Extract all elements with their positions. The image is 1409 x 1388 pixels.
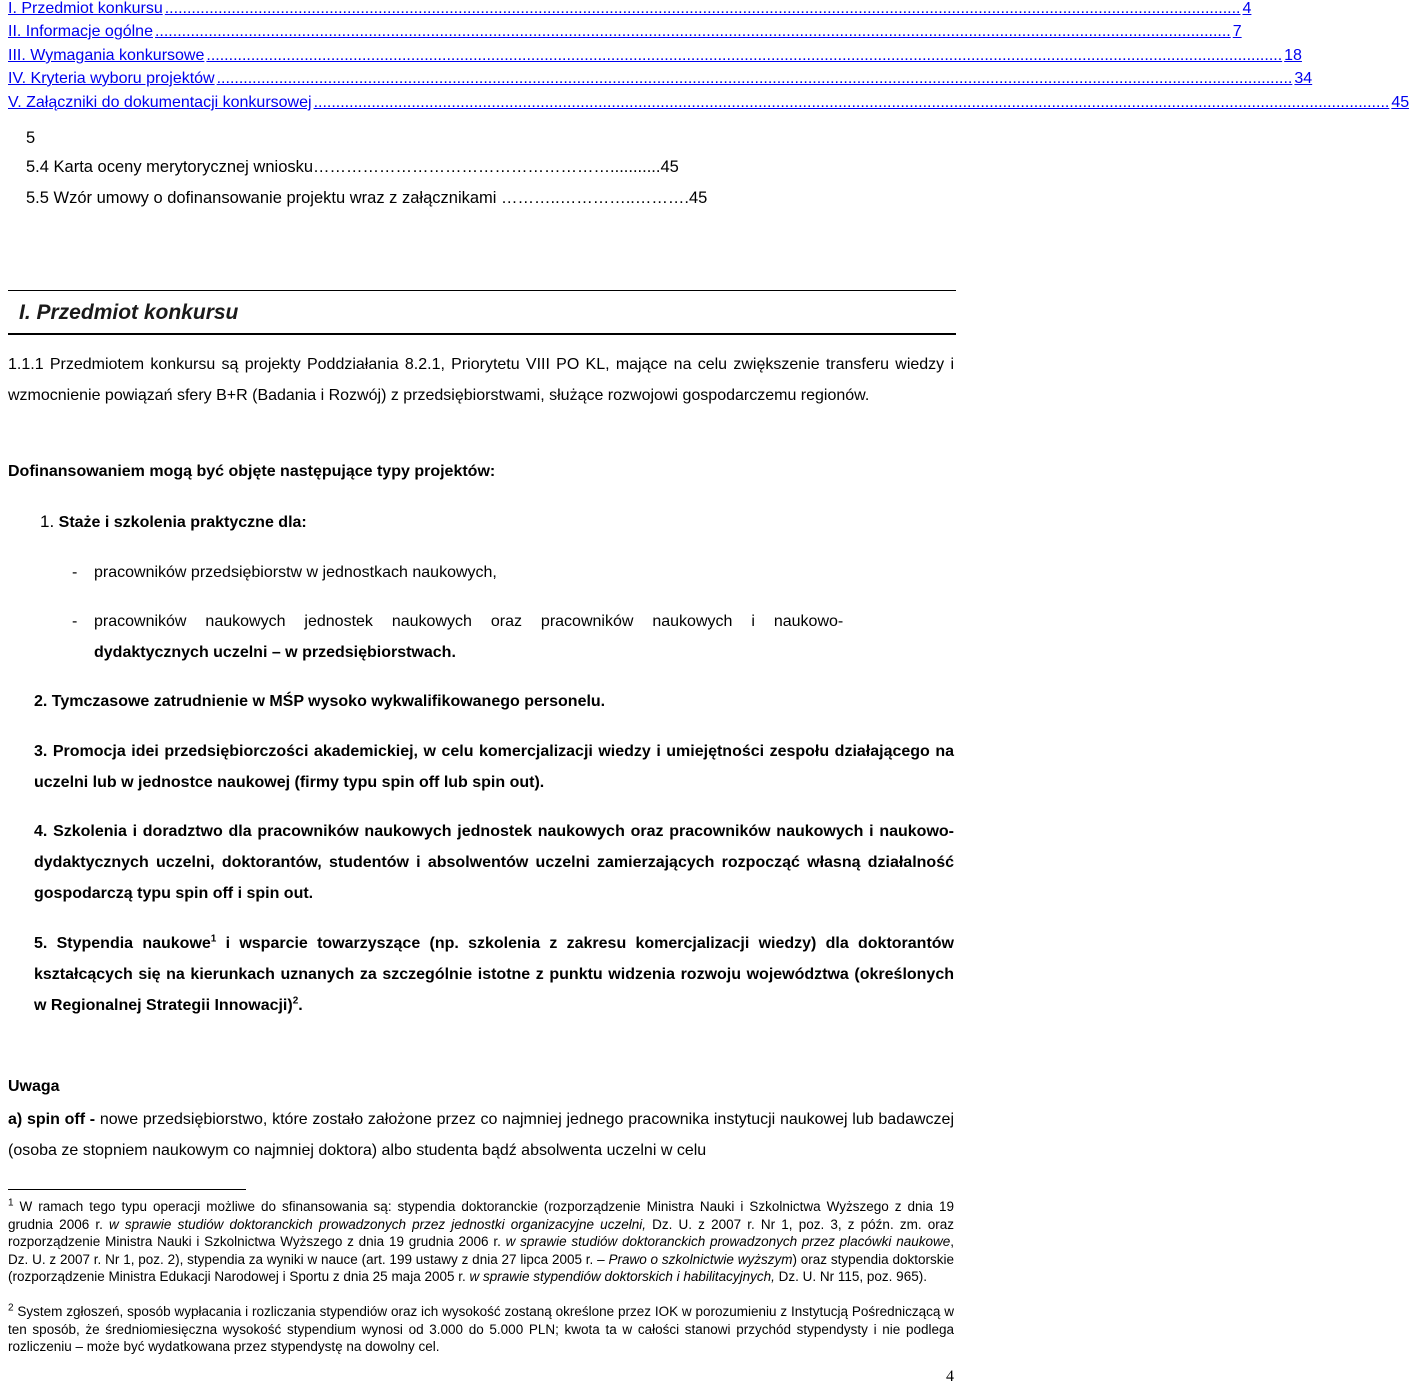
- toc-link[interactable]: III. Wymagania konkursowe: [8, 47, 205, 64]
- section-title: I. Przedmiot konkursu: [19, 301, 239, 324]
- item-5-part-c: .: [298, 997, 303, 1014]
- toc-leader[interactable]: ..................................................................................................................................................................................................................................................: [164, 0, 1241, 17]
- toc-page: 45: [660, 158, 679, 176]
- list-item-1-dash-1: [72, 557, 954, 588]
- footnote-text: System zgłoszeń, sposób wypłacania i rozliczania stypendiów oraz ich wysokość zostaną określone przez IOK w porozumieniu z Instytucją Pośredniczącą w ten sposób, że średniomiesięczna wysokość stypendium wynosi od 3.000 do 5.000 PLN; kwota ta w całości stanowi przychód stypendysty i nie podlega rozliczeniu – może być wydatkowana przez stypendystę na dowolny cel.: [8, 1304, 954, 1354]
- item-5-part-b: i wsparcie towarzyszące (np. szkolenia z zakresu komercjalizacji wiedzy) dla doktorantów kształcących się na kierunkach uznanych za szczególnie istotne z punktu widzenia rozwoju województwa (określonych w Regionalnej Strategii Innowacji): [34, 935, 955, 1014]
- toc-page[interactable]: 18: [1284, 47, 1302, 64]
- types-intro: Dofinansowaniem mogą być objęte następujące typy projektów:: [8, 463, 496, 480]
- list-item-number: 1.: [40, 512, 55, 531]
- toc-entry[interactable]: [8, 93, 1409, 113]
- footnote-number: 2: [8, 1302, 14, 1314]
- footnote-text: , Dz. U. z 2007 r. Nr 1, poz. 2), stypendia za wyniki w nauce (art. 199 ustawy z dnia 27 lipca 2005 r. –: [8, 1234, 954, 1267]
- footnote-ref-2[interactable]: 2: [292, 995, 299, 1007]
- dash-text: pracowników naukowych jednostek naukowych oraz pracowników naukowych i naukowo-: [94, 613, 844, 630]
- list-item-1-dash-2-cont: dydaktycznych uczelni – w przedsiębiorstwach.: [94, 644, 456, 661]
- toc-stray-page: 5: [26, 129, 36, 147]
- dash-bullet: -: [72, 564, 78, 581]
- toc-leader[interactable]: ..................................................................................................................................................................................................................................................: [154, 23, 1231, 40]
- list-item-title: Staże i szkolenia praktyczne dla:: [58, 514, 307, 531]
- toc-page[interactable]: 4: [1242, 0, 1252, 17]
- toc-link[interactable]: I. Przedmiot konkursu: [8, 0, 163, 17]
- footnote-italic: w sprawie studiów doktoranckich prowadzonych przez jednostki organizacyjne uczelni,: [109, 1216, 646, 1232]
- dash-bullet: -: [72, 613, 78, 630]
- footnote-1: [8, 1198, 954, 1286]
- toc-leader: ………..…………..……….: [501, 189, 689, 207]
- footnote-number: 1: [8, 1197, 14, 1209]
- toc-link[interactable]: II. Informacje ogólne: [8, 23, 153, 40]
- spin-off-definition: [8, 1104, 954, 1166]
- list-item-2: 2. Tymczasowe zatrudnienie w MŚP wysoko wykwalifikowanego personelu.: [34, 693, 606, 710]
- toc-entry[interactable]: [8, 22, 1242, 42]
- spin-off-text: nowe przedsiębiorstwo, które zostało założone przez co najmniej jednego pracownika instytucji naukowej lub badawczej (osoba ze stopniem naukowym co najmniej doktora) albo studenta bądź absolwenta uczelni w celu: [8, 1111, 955, 1159]
- toc-page[interactable]: 45: [1391, 94, 1409, 111]
- footnote-text: Dz. U. z 2007 r. Nr 1, poz. 3, z późn. zm. oraz rozporządzenie Ministra Nauki i Szkolnictwa Wyższego z dnia 19 grudnia 2006 r.: [8, 1216, 954, 1249]
- toc-page[interactable]: 34: [1294, 70, 1313, 87]
- list-item-4: 4. Szkolenia i doradztwo dla pracowników naukowych jednostek naukowych oraz pracowników naukowych i naukowo-dydaktycznych uczelni, doktorantów, studentów i absolwentów uczelni zamierzających rozpocząć własną działalność gospodarczą typu spin off i spin out.: [34, 823, 954, 902]
- toc-leader[interactable]: ..................................................................................................................................................................................................................................................: [216, 70, 1293, 87]
- list-item-1: [40, 506, 307, 538]
- toc-page[interactable]: 7: [1232, 23, 1242, 40]
- toc-item-5-4: [26, 156, 679, 178]
- footnote-text: ) oraz stypendia doktorskie (rozporządzenie Ministra Edukacji Narodowej i Sportu z dnia 25 maja 2005 r.: [8, 1251, 954, 1284]
- footnote-2: [8, 1303, 954, 1356]
- footnote-italic: w sprawie studiów doktoranckich prowadzonych przez placówki naukowe: [505, 1234, 951, 1249]
- toc-link[interactable]: V. Załączniki do dokumentacji konkursowej: [8, 94, 312, 111]
- toc-item-label: 5.5 Wzór umowy o dofinansowanie projektu wraz z załącznikami: [26, 189, 497, 207]
- list-item-1-dash-2: [72, 606, 956, 637]
- spin-off-label: a) spin off -: [8, 1111, 96, 1128]
- toc-entry[interactable]: [8, 0, 1252, 19]
- footnote-separator: [8, 1189, 246, 1190]
- footnote-ref-1[interactable]: 1: [210, 933, 217, 945]
- list-item-3: 3. Promocja idei przedsiębiorczości akademickiej, w celu komercjalizacji wiedzy i umiejętności zespołu działającego na uczelni lub w jednostce naukowej (firmy typu spin off lub spin out).: [34, 743, 954, 791]
- toc-item-label: 5.4 Karta oceny merytorycznej wniosku: [26, 158, 314, 176]
- footnote-italic: Prawo o szkolnictwie wyższym: [608, 1251, 793, 1267]
- uwaga-heading: Uwaga: [8, 1078, 60, 1095]
- toc-leader: ………………………………………………...........: [313, 158, 661, 176]
- toc-leader[interactable]: ..................................................................................................................................................................................................................................................: [313, 94, 1390, 111]
- footnote-text: W ramach tego typu operacji możliwe do sfinansowania są: stypendia doktoranckie (rozporządzenie Ministra Nauki i Szkolnictwa Wyższego z dnia 19 grudnia 2006 r.: [8, 1199, 954, 1232]
- paragraph-1-1-1: 1.1.1 Przedmiotem konkursu są projekty Poddziałania 8.2.1, Priorytetu VIII PO KL, mające na celu zwiększenie transferu wiedzy i wzmocnienie powiązań sfery B+R (Badania i Rozwój) z przedsiębiorstwami, służące rozwojowi gospodarczemu regionów.: [8, 356, 954, 404]
- toc-leader[interactable]: ..................................................................................................................................................................................................................................................: [206, 47, 1283, 64]
- footnote-text: Dz. U. Nr 115, poz. 965).: [774, 1269, 927, 1284]
- toc-link[interactable]: IV. Kryteria wyboru projektów: [8, 70, 215, 87]
- page-number: 4: [946, 1368, 954, 1385]
- toc-entry[interactable]: [8, 69, 1313, 89]
- toc-page: 45: [688, 189, 708, 207]
- dash-text: pracowników przedsiębiorstw w jednostkach naukowych,: [94, 564, 497, 581]
- list-item-5: [34, 928, 954, 1021]
- toc-entry[interactable]: [8, 46, 1302, 66]
- toc-item-5-5: [26, 187, 707, 209]
- item-5-part-a: 5. Stypendia naukowe: [34, 935, 211, 952]
- section-heading: [8, 290, 956, 335]
- footnote-italic: w sprawie stypendiów doktorskich i habilitacyjnych,: [469, 1269, 775, 1284]
